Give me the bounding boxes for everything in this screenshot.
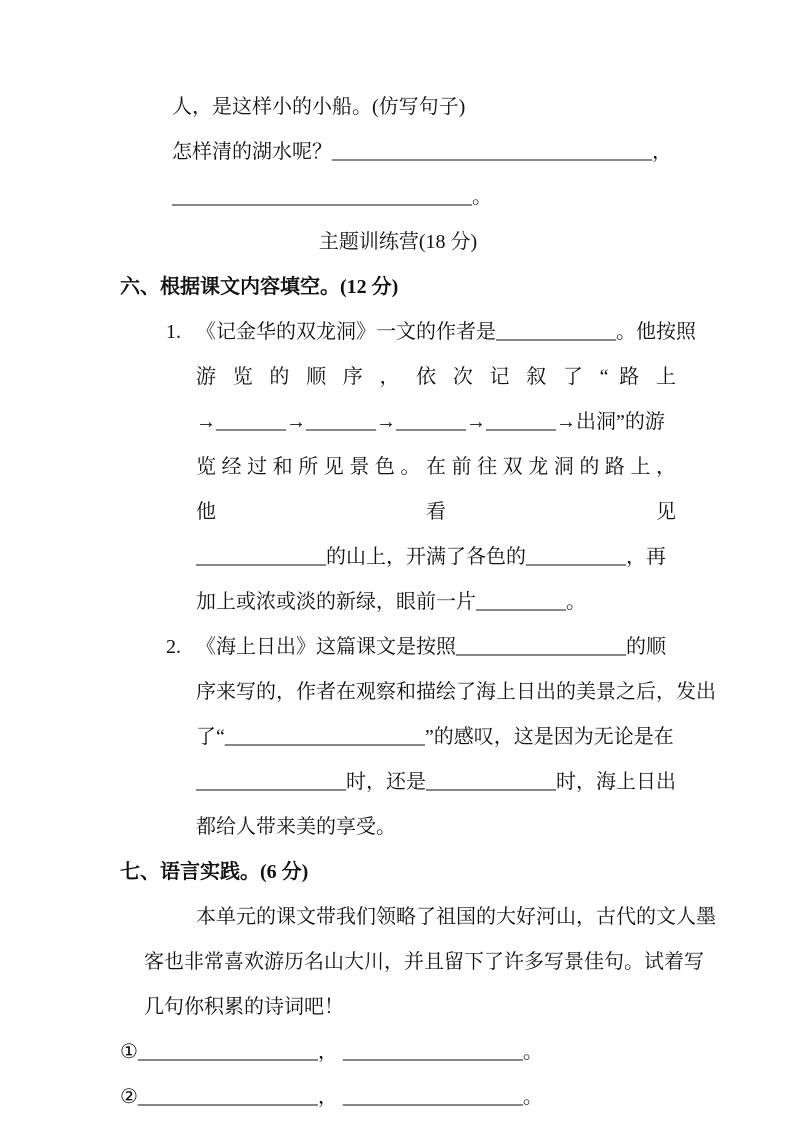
q6-item2-line-5: 都给人带来美的享受。 — [196, 816, 396, 838]
q6-item2-line-3: 了“____________________”的感叹，这是因为无论是在 — [196, 726, 674, 748]
question-7-paragraph — [120, 895, 716, 1030]
question-7-answers — [120, 1030, 676, 1120]
carryover-block — [172, 85, 676, 220]
q6-item1-line-4: 览 经 过 和 所 见 景 色 。 在 前 往 双 龙 洞 的 路 上 ， 他 看 见 — [196, 456, 676, 523]
q6-item1-line-2: 游 览 的 顺 序 ， 依 次 记 叙 了 “ 路 上 — [196, 366, 676, 388]
question-6-item-1 — [120, 310, 696, 625]
item-1-number: 1. — [166, 321, 181, 343]
item-2-number: 2. — [166, 636, 181, 658]
q6-item1-line-6: 加上或浓或淡的新绿，眼前一片_________。 — [196, 591, 586, 613]
q6-item1-line-1: 《记金华的双龙洞》一文的作者是____________。他按照 — [196, 321, 696, 343]
q7-answer-blank-1: ①__________________， __________________。 — [120, 1041, 543, 1063]
carryover-fill-blank-line-1: 怎样清的湖水呢？________________________________， — [172, 141, 672, 163]
q7-para-line-3: 几句你积累的诗词吧！ — [144, 996, 344, 1018]
q7-para-line-2: 客也非常喜欢游历名山大川，并且留下了许多写景佳句。试着写 — [144, 951, 704, 973]
carryover-fill-blank-line-2: ______________________________。 — [172, 186, 492, 208]
section-7-title: 七、语言实践。(6 分) — [120, 861, 309, 883]
q6-item2-line-1: 《海上日出》这篇课文是按照_________________的顺 — [196, 636, 666, 658]
q7-answer-blank-2: ②__________________， __________________。 — [120, 1086, 543, 1108]
section-6-title: 六、根据课文内容填空。(12 分) — [120, 276, 399, 298]
q6-item2-line-4: _______________时，还是_____________时，海上日出 — [196, 771, 676, 793]
theme-camp-header: 主题训练营(18 分) — [318, 231, 478, 253]
carryover-line-1: 人，是这样小的小船。(仿写句子) — [172, 96, 466, 118]
q6-item1-line-3: →_______→_______→_______→_______→出洞”的游 — [196, 411, 665, 433]
q7-para-line-1: 本单元的课文带我们领略了祖国的大好河山，古代的文人墨 — [196, 906, 716, 928]
q6-item1-line-5: _____________的山上，开满了各色的__________，再 — [196, 546, 666, 568]
question-6-item-2 — [120, 625, 716, 850]
q6-item2-line-2: 序来写的，作者在观察和描绘了海上日出的美景之后，发出 — [196, 681, 716, 703]
